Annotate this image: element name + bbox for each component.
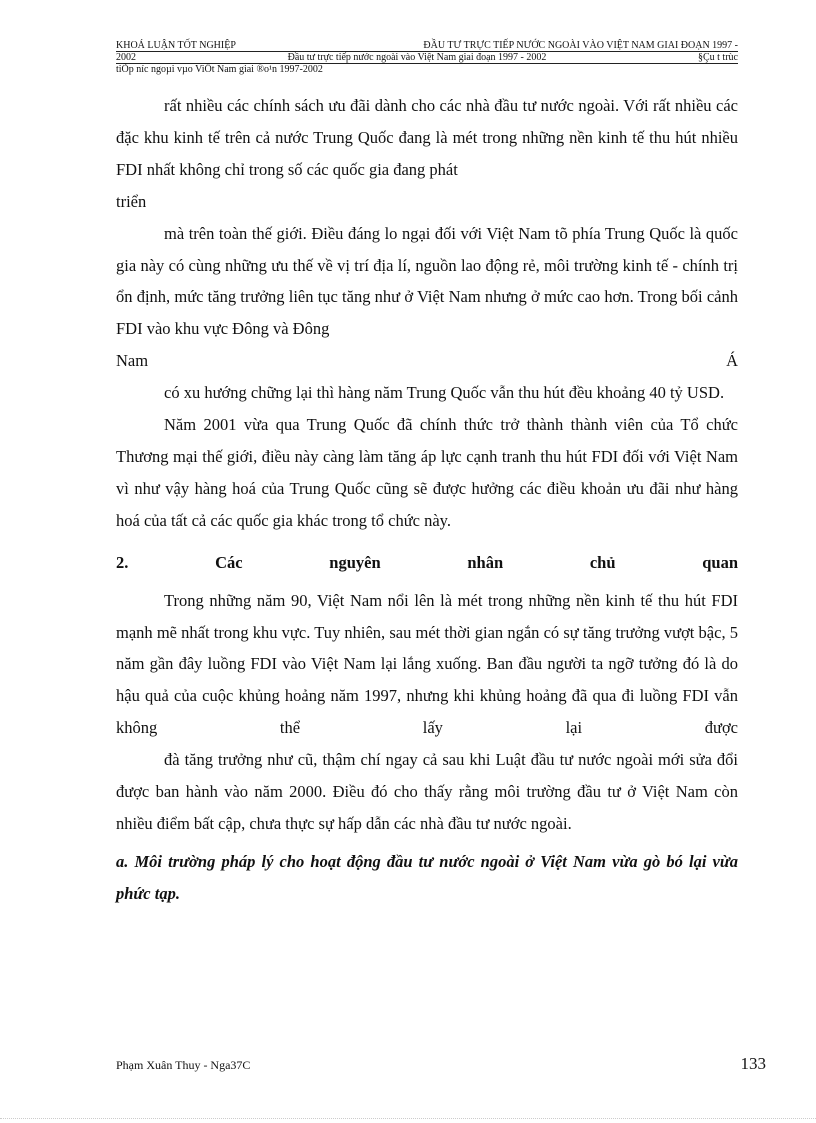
running-header-line-3 <box>116 64 738 75</box>
heading-word: Các <box>215 552 243 572</box>
paragraph-1: rất nhiều các chính sách ưu đãi dành cho các nhà đầu tư nước ngoài. Với rất nhiều các đặc khu kinh tế trên cả nước Trung Quốc đang là mét trong những nền kinh tế thu hút nhiều FDI nhất không chỉ trong số các quốc gia đang phát <box>116 96 738 179</box>
heading-word: 2. <box>116 552 129 572</box>
running-header-line-2 <box>116 52 738 63</box>
page-bottom-edge <box>0 1118 816 1119</box>
paragraph-2: mà trên toàn thế giới. Điều đáng lo ngại đối với Việt Nam tõ phía Trung Quốc là quốc gia này có cùng những ưu thế về vị trí địa lí, nguồn lao động rẻ, môi trường kinh tế - chính trị ổn định, mức tăng trưởng liên tục tăng như ở Việt Nam nhưng ở mức cao hơn. Trong bối cảnh FDI vào khu vực Đông và Đông <box>116 223 738 339</box>
paragraph-4: Năm 2001 vừa qua Trung Quốc đã chính thức trở thành thành viên của Tổ chức Thương mại thế giới, điều này càng làm tăng áp lực cạnh tranh thu hút FDI đối với Việt Nam vì như vậy hàng hoá của Trung Quốc cũng sẽ được hưởng các điều khoản ưu đãi như hàng hoá của tất cả các quốc gia khác trong tổ chức này. <box>116 415 738 530</box>
paragraph-2-end <box>116 345 738 377</box>
paragraph-1-end: triển <box>116 191 147 211</box>
subheading-a: a. Môi trường pháp lý cho hoạt động đầu tư nước ngoài ở Việt Nam vừa gò bó lại vừa phức tạp. <box>116 851 738 903</box>
footer-author: Phạm Xuân Thuy - Nga37C <box>116 1058 251 1072</box>
section-heading-2 <box>116 547 738 579</box>
heading-word: nhân <box>467 552 504 572</box>
paragraph-6: đà tăng trưởng như cũ, thậm chí ngay cả sau khi Luật đầu tư nước ngoài mới sửa đổi được ban hành vào năm 2000. Điều đó cho thấy rằng môi trường đầu tư ở Việt Nam còn nhiều điểm bất cập, chưa thực sự hấp dẫn các nhà đầu tư nước ngoài. <box>116 750 738 833</box>
paragraph-2-end-right: Á <box>726 351 738 371</box>
header-encoded-continuation: tiÕp níc ngoµi vµo ViÖt Nam giai ®o¹n 1997-2002 <box>116 64 323 75</box>
header-thesis-label: KHOÁ LUẬN TỐT NGHIỆP <box>116 40 236 51</box>
header-year: 2002 <box>116 52 136 63</box>
paragraph-2-end-left: Nam <box>116 351 149 371</box>
heading-word: quan <box>702 552 738 572</box>
heading-word: chủ <box>589 552 616 572</box>
heading-word: nguyên <box>329 552 381 572</box>
header-subtitle: Đầu tư trực tiếp nước ngoài vào Việt Nam giai đoạn 1997 - 2002 <box>287 52 547 63</box>
header-title: ĐẦU TƯ TRỰC TIẾP NƯỚC NGOÀI VÀO VIỆT NAM GIAI ĐOẠN 1997 - <box>423 40 738 51</box>
paragraph-5: Trong những năm 90, Việt Nam nổi lên là mét trong những nền kinh tế thu hút FDI mạnh mẽ nhất trong khu vực. Tuy nhiên, sau mét thời gian ngắn có sự tăng trưởng vượt bậc, 5 năm gần đây luồng FDI vào Việt Nam lại lắng xuống. Ban đầu người ta ngỡ tưởng đó là do hậu quả của cuộc khủng hoảng năm 1997, nhưng khi khủng hoảng đã qua đi luồng FDI vẫn không thể lấy lại được <box>116 590 738 738</box>
running-header-line-1 <box>116 40 738 51</box>
header-encoded-title: §Çu t trùc <box>697 52 738 63</box>
paragraph-3: có xu hướng chững lại thì hàng năm Trung Quốc vẫn thu hút đều khoảng 40 tỷ USD. <box>164 383 725 403</box>
page-body <box>116 90 738 910</box>
page-number: 133 <box>740 1054 766 1073</box>
